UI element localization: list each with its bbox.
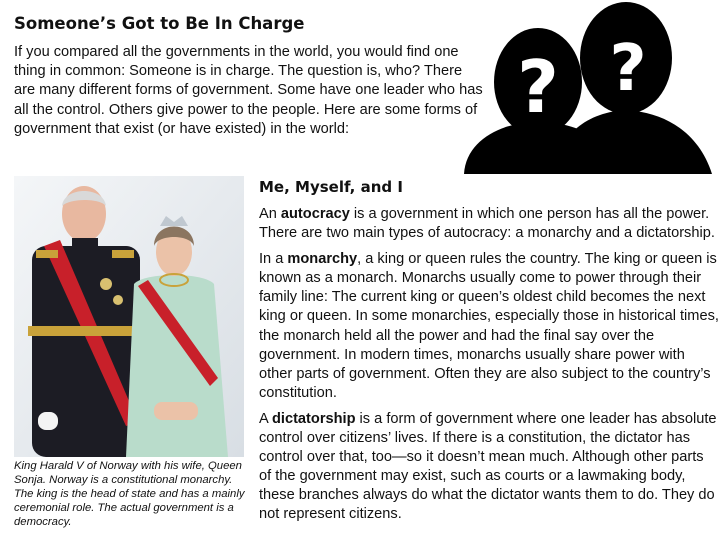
term-autocracy: autocracy <box>280 206 350 222</box>
autocracy-paragraph: An autocracy is a government in which one person has all the power. There are two main types of autocracy: a monarchy and a dictatorship. <box>259 206 715 242</box>
section-title: Me, Myself, and I <box>259 178 403 196</box>
svg-text:?: ? <box>609 32 647 106</box>
monarchy-paragraph: In a monarchy, a king or queen rules the country. The king or queen is known as a monarch. Monarchs usually come to power through their family line: The current king or queen’s oldest child becomes the next king or queen. In some monarchies, especially those in historical times, the monarch held all the power and had the final say over the government. In modern times, monarchs usually share power with other parts of government. Often they are also subject to the country’s constitution. <box>259 251 719 401</box>
svg-text:?: ? <box>517 45 559 129</box>
term-dictatorship: dictatorship <box>271 410 356 427</box>
photo-caption: King Harald V of Norway with his wife, Queen Sonja. Norway is a constitutional monarchy. The king is the head of state and has a mainly ceremonial role. The actual government is a democracy. <box>14 460 245 528</box>
mystery-people-silhouette-icon <box>462 0 724 174</box>
royal-couple-photo <box>14 176 244 457</box>
dictatorship-paragraph: A dictatorship is a form of government where one leader has absolute control over citizens’ lives. If there is a constitution, the dictator has control over that, too—so it doesn’t mean much. Although other parts of the government may exist, such as courts or a lawmaking body, these branches always do what the dictator wants them to do. They do not represent citizens. <box>259 410 717 523</box>
page-title: Someone’s Got to Be In Charge <box>14 14 305 33</box>
section-body <box>259 205 719 532</box>
intro-paragraph: If you compared all the governments in the world, you would find one thing in common: Someone is in charge. The question is, who? There are many different forms of government. Some have one leader who has all the control. Others give power to the people. Here are some forms of government that exist (or have existed) in the world: <box>14 44 483 137</box>
term-monarchy: monarchy <box>287 251 358 268</box>
